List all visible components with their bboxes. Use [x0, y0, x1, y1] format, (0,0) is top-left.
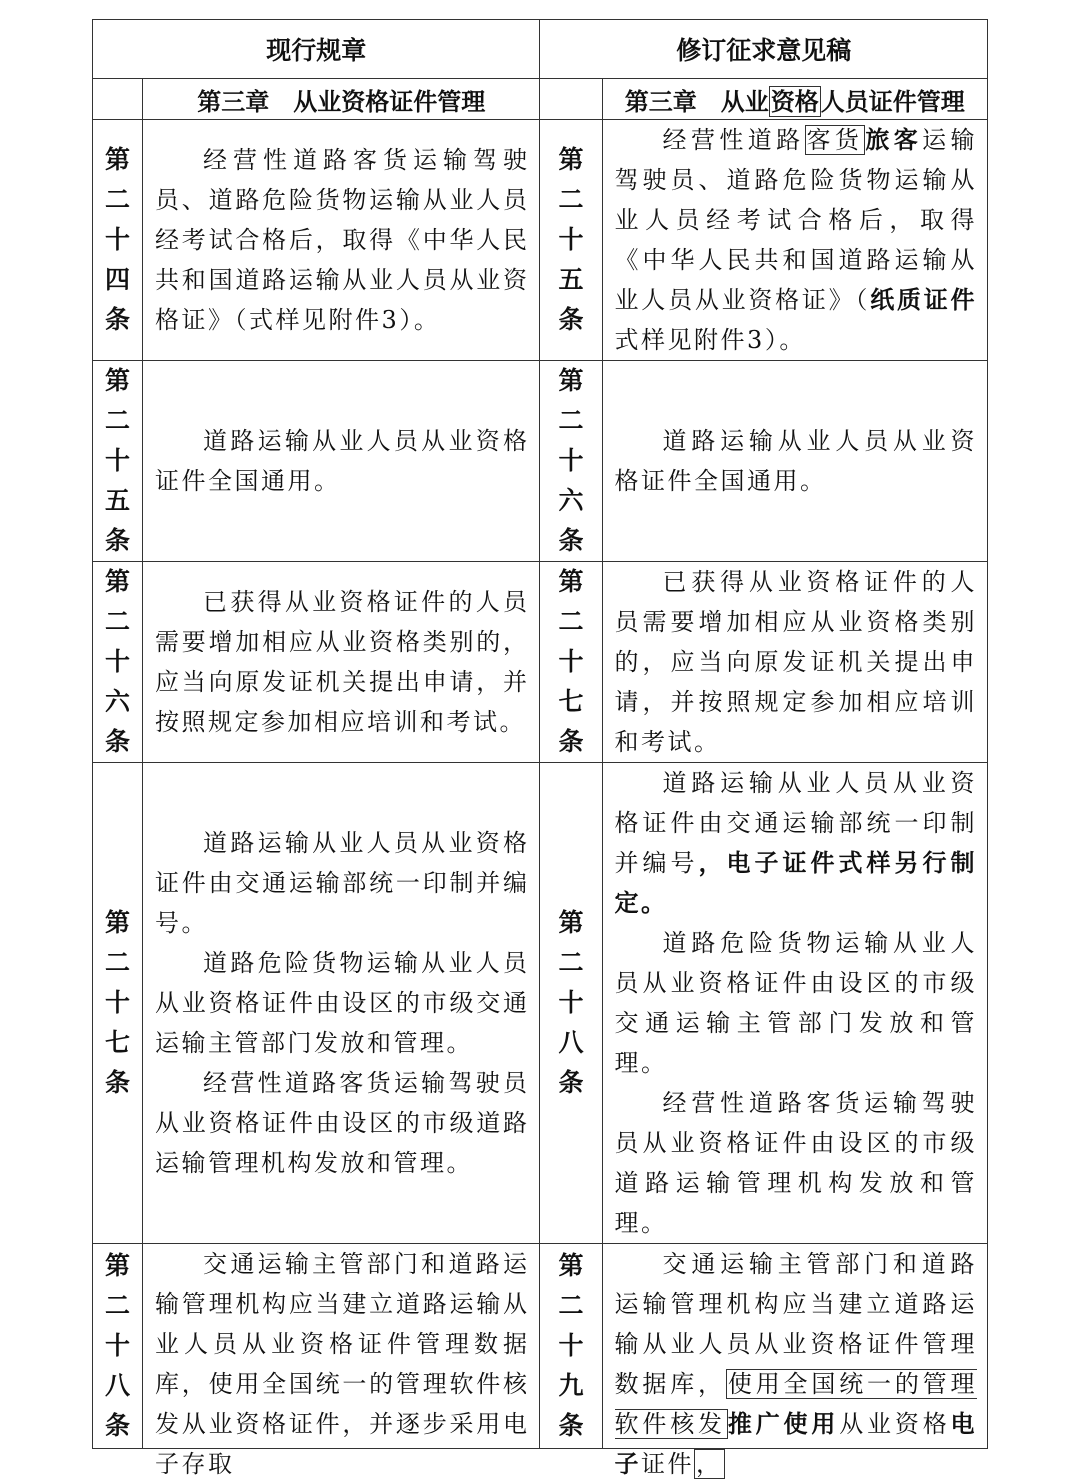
article-number-left: 第 二 十 五 条 [93, 361, 143, 562]
article-text-left: 道路运输从业人员从业资格证件由交通运输部统一印制并编号。 道路危险货物运输从业人员从业资格证件由设区的市级交通运输主管部门发放和管理。 经营性道路客货运输驾驶员从业资格证件由设区的市级道路运输管理机构发放和管理。 [143, 763, 540, 1244]
deleted-marker: ， [696, 1450, 723, 1478]
article-row [93, 1244, 988, 1449]
article-number-right: 第 二 十 七 条 [540, 562, 602, 763]
article-row [93, 361, 988, 562]
article-number-left: 第 二 十 六 条 [93, 562, 143, 763]
chapter-row [93, 79, 988, 120]
added-text: 推广使用 [727, 1409, 840, 1438]
article-text-right: 交通运输主管部门和道路运输管理机构应当建立道路运输从业人员从业资格证件管理数据库，使用全国统一的管理软件核发推广使用从业资格电子证件， [602, 1244, 987, 1449]
header-row [93, 20, 988, 79]
deleted-marker: 客货 [806, 126, 864, 154]
header-current-rules: 现行规章 [93, 20, 540, 79]
comparison-table [92, 19, 988, 1478]
article-number-right: 第 二 十 八 条 [540, 763, 602, 1244]
chapter-left-blank [93, 79, 143, 120]
deleted-marker: 使用全国统一的管理软件核发 [614, 1370, 978, 1438]
article-text-left: 已获得从业资格证件的人员需要增加相应从业资格类别的，应当向原发证机关提出申请，并按照规定参加相应培训和考试。 [143, 562, 540, 763]
article-row [93, 763, 988, 1244]
added-text: 旅客 [865, 125, 923, 154]
article-number-left: 第 二 十 七 条 [93, 763, 143, 1244]
article-row [93, 120, 988, 361]
article-text-left: 经营性道路客货运输驾驶员、道路危险货物运输从业人员经考试合格后，取得《中华人民共和国道路运输从业人员从业资格证》（式样见附件3）。 [143, 120, 540, 361]
article-row [93, 562, 988, 763]
article-text-right: 已获得从业资格证件的人员需要增加相应从业资格类别的，应当向原发证机关提出申请，并按照规定参加相应培训和考试。 [602, 562, 987, 763]
article-text-left: 道路运输从业人员从业资格证件全国通用。 [143, 361, 540, 562]
added-text: ，电子证件式样另行制定。 [614, 848, 978, 917]
article-text-left: 交通运输主管部门和道路运输管理机构应当建立道路运输从业人员从业资格证件管理数据库，使用全国统一的管理软件核发从业资格证件，并逐步采用电子存取 [143, 1244, 540, 1449]
article-number-right: 第 二 十 九 条 [540, 1244, 602, 1449]
chapter-right-title: 第三章 从业资格人员证件管理 [602, 79, 987, 120]
chapter-left-title: 第三章 从业资格证件管理 [143, 79, 540, 120]
article-number-right: 第 二 十 六 条 [540, 361, 602, 562]
article-text-right: 道路运输从业人员从业资格证件全国通用。 [602, 361, 987, 562]
article-text-right: 道路运输从业人员从业资格证件由交通运输部统一印制并编号，电子证件式样另行制定。 道路危险货物运输从业人员从业资格证件由设区的市级交通运输主管部门发放和管理。 经营性道路客货运输驾驶员从业资格证件由设区的市级道路运输管理机构发放和管理。 [602, 763, 987, 1244]
article-number-right: 第 二 十 五 条 [540, 120, 602, 361]
deleted-marker: 资格 [770, 86, 819, 116]
article-number-left: 第 二 十 八 条 [93, 1244, 143, 1449]
added-text: 电子 [614, 1409, 978, 1478]
added-text: 纸质证件 [870, 285, 977, 314]
article-text-right: 经营性道路客货旅客运输驾驶员、道路危险货物运输从业人员经考试合格后，取得《中华人民共和国道路运输从业人员从业资格证》（纸质证件式样见附件3）。 [602, 120, 987, 361]
article-number-left: 第 二 十 四 条 [93, 120, 143, 361]
chapter-right-blank [540, 79, 602, 120]
header-revision-draft: 修订征求意见稿 [540, 20, 988, 79]
